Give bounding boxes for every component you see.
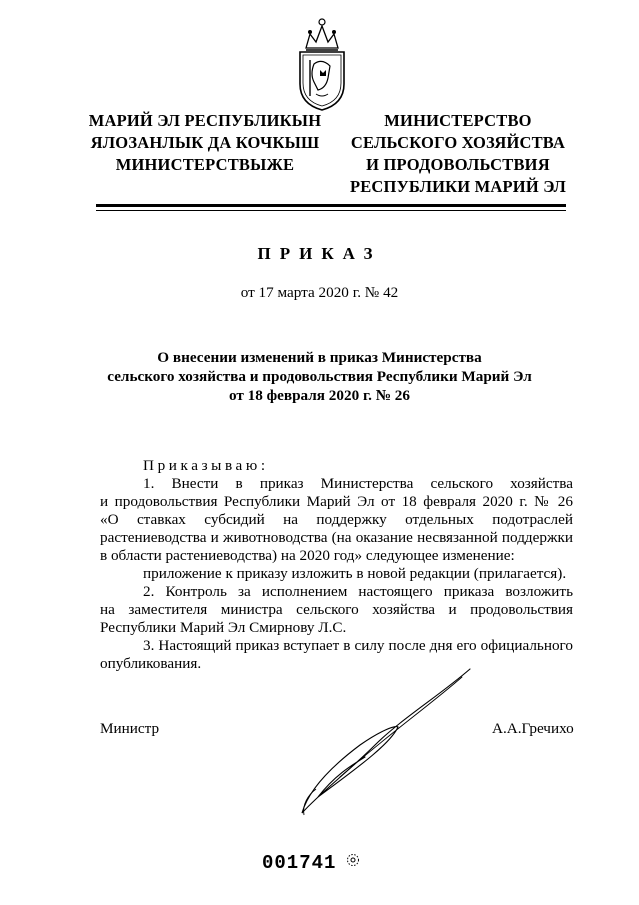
- body-line: приложение к приказу изложить в новой редакции (прилагается).: [143, 565, 567, 582]
- title-line: сельского хозяйства и продовольствия Республики Марий Эл: [107, 368, 532, 385]
- title-line: О внесении изменений в приказ Министерства: [157, 349, 482, 366]
- body-line: Республики Марий Эл Смирнову Л.С.: [100, 619, 347, 636]
- header-divider-thick: [96, 204, 566, 207]
- signer-name: А.А.Гречихо: [492, 720, 574, 737]
- header-left-line: МАРИЙ ЭЛ РЕСПУБЛИКЫН: [88, 111, 322, 130]
- handwritten-signature-icon: [280, 665, 480, 820]
- header-right-line: МИНИСТЕРСТВО: [384, 111, 532, 130]
- document-type: ПРИКАЗ: [257, 244, 382, 263]
- header-right-line: СЕЛЬСКОГО ХОЗЯЙСТВА: [350, 133, 566, 152]
- ornament-icon: [345, 852, 361, 868]
- body-line: 3. Настоящий приказ вступает в силу после дня его официального: [143, 637, 573, 654]
- document-title: [0, 348, 639, 405]
- header-right-line: РЕСПУБЛИКИ МАРИЙ ЭЛ: [349, 177, 567, 196]
- document-date-number: от 17 марта 2020 г. № 42: [240, 284, 399, 301]
- order-word: Приказываю:: [143, 457, 269, 474]
- body-line: 2. Контроль за исполнением настоящего приказа возложить: [143, 583, 573, 600]
- body-line: 1. Внести в приказ Министерства сельского хозяйства: [143, 475, 573, 492]
- header-left-line: ЯЛОЗАНЛЫК ДА КОЧКЫШ: [90, 133, 320, 152]
- body-line: опубликования.: [100, 655, 202, 672]
- signer-position: Министр: [100, 720, 160, 737]
- header-left-line: МИНИСТЕРСТВЫЖЕ: [115, 155, 295, 174]
- header-right-line: И ПРОДОВОЛЬСТВИЯ: [366, 155, 550, 174]
- title-line: от 18 февраля 2020 г. № 26: [229, 387, 410, 404]
- header-right: [338, 110, 578, 198]
- body-line: в области растениеводства) на 2020 год» следующее изменение:: [100, 547, 515, 564]
- header-divider-thin: [96, 210, 566, 211]
- body-line: на заместителя министра сельского хозяйства и продовольствия: [100, 601, 573, 618]
- body-line: «О ставках субсидий на поддержку отдельных подотраслей: [100, 511, 573, 528]
- coat-of-arms-icon: [296, 12, 348, 112]
- body-line: и продовольствия Республики Марий Эл от 18 февраля 2020 г. № 26: [100, 493, 573, 510]
- serial-number: 001741: [262, 852, 337, 874]
- body-line: растениеводства и животноводства (на оказание несвязанной поддержки: [100, 529, 573, 546]
- header-left: [80, 110, 330, 176]
